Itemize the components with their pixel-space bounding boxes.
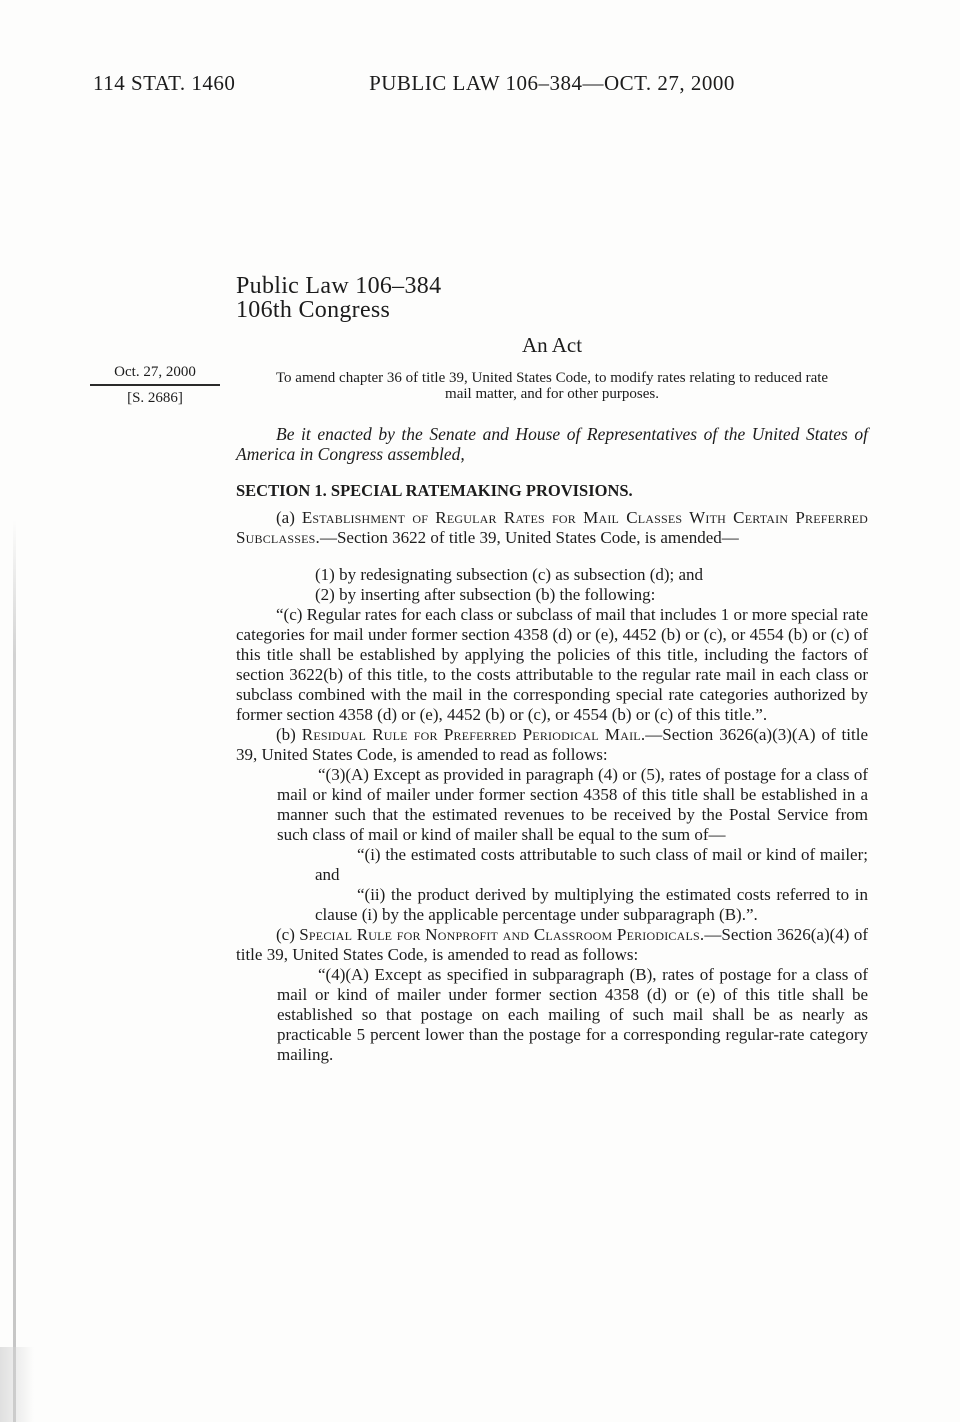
enacting-clause: Be it enacted by the Senate and House of Representatives of the United States of America in Congress assembled, [236, 424, 868, 464]
margin-note-date: Oct. 27, 2000 [114, 364, 196, 380]
quoted-clause-i: “(i) the estimated costs attributable to such class of mail or kind of mailer; and [315, 844, 868, 884]
amendment-item-1: (1) by redesignating subsection (c) as subsection (d); and [315, 564, 704, 584]
margin-note [90, 363, 220, 408]
paragraph-a [236, 508, 868, 548]
margin-note-bill-number: [S. 2686] [127, 390, 183, 406]
section-heading: SECTION 1. SPECIAL RATEMAKING PROVISIONS. [236, 480, 633, 500]
header-law-heading: PUBLIC LAW 106–384—OCT. 27, 2000 [369, 71, 735, 95]
paragraph-c [236, 925, 868, 965]
paragraph-b-label: (b) [276, 724, 302, 744]
scan-edge-artifact [13, 520, 16, 1422]
congress-title: 106th Congress [236, 297, 391, 323]
law-title: Public Law 106–384 [236, 273, 442, 299]
margin-note-rule [90, 384, 220, 386]
document-body [236, 274, 868, 1065]
amendment-item-2: (2) by inserting after subsection (b) the following: [315, 584, 656, 604]
header-stat-number: 114 STAT. 1460 [93, 71, 236, 95]
paragraph-b [236, 725, 868, 765]
paragraph-a-rest: —Section 3622 of title 39, United States Code, is amended— [319, 527, 739, 547]
paragraph-b-smallcaps: Residual Rule for Preferred Periodical Mail. [301, 724, 646, 744]
act-purpose: To amend chapter 36 of title 39, United States Code, to modify rates relating to reduced rate mail matter, and for other purposes. [275, 370, 829, 402]
paragraph-a-label: (a) [276, 507, 302, 527]
paragraph-c-smallcaps: Special Rule for Nonprofit and Classroom Periodicals. [299, 924, 705, 944]
paragraph-c-label: (c) [276, 924, 300, 944]
paragraph-a-smallcaps: Establishment of Regular Rates for Mail Classes With Certain Preferred Subclasses. [236, 507, 868, 547]
scan-corner-artifact [0, 1347, 34, 1422]
quoted-subsection-c: “(c) Regular rates for each class or subclass of mail that includes 1 or more special rate categories for mail under former section 4358 (d) or (e), 4452 (b) or (c), or 4554 (b) or (c) of this title shall be established by applying the policies of this title, including the factors of section 3622(b) of this title, to the costs attributable to the regular rate mail in each class or subclass combined with the mail in the corresponding special rate categories authorized by former section 4358 (d) or (e), 4452 (b) or (c), or 4554 (b) or (c) of this title.”. [236, 604, 868, 724]
act-heading: An Act [521, 333, 583, 357]
paragraph-b-rest: —Section 3626(a)(3)(A) of title 39, United States Code, is amended to read as follows: [236, 724, 868, 764]
paragraph-c-rest: —Section 3626(a)(4) of title 39, United States Code, is amended to read as follows: [236, 924, 868, 964]
quoted-paragraph-4a: “(4)(A) Except as specified in subparagraph (B), rates of postage for a class of mail or kind of mailer under former section 4358 (d) or (e) of this title shall be established so that postage on each mailing of such mail shall be as nearly as practicable 5 percent lower than the postage for a corresponding regular-rate category mailing. [277, 964, 868, 1064]
quoted-paragraph-3a: “(3)(A) Except as provided in paragraph (4) or (5), rates of postage for a class of mail or kind of mailer under former section 4358 of this title shall be established in a manner such that the estimated revenues to be received by the Postal Service from such class of mail or kind of mailer shall be equal to the sum of— [277, 764, 868, 844]
quoted-clause-ii: “(ii) the product derived by multiplying the estimated costs referred to in clause (i) by the applicable percentage under subparagraph (B).”. [315, 884, 868, 924]
